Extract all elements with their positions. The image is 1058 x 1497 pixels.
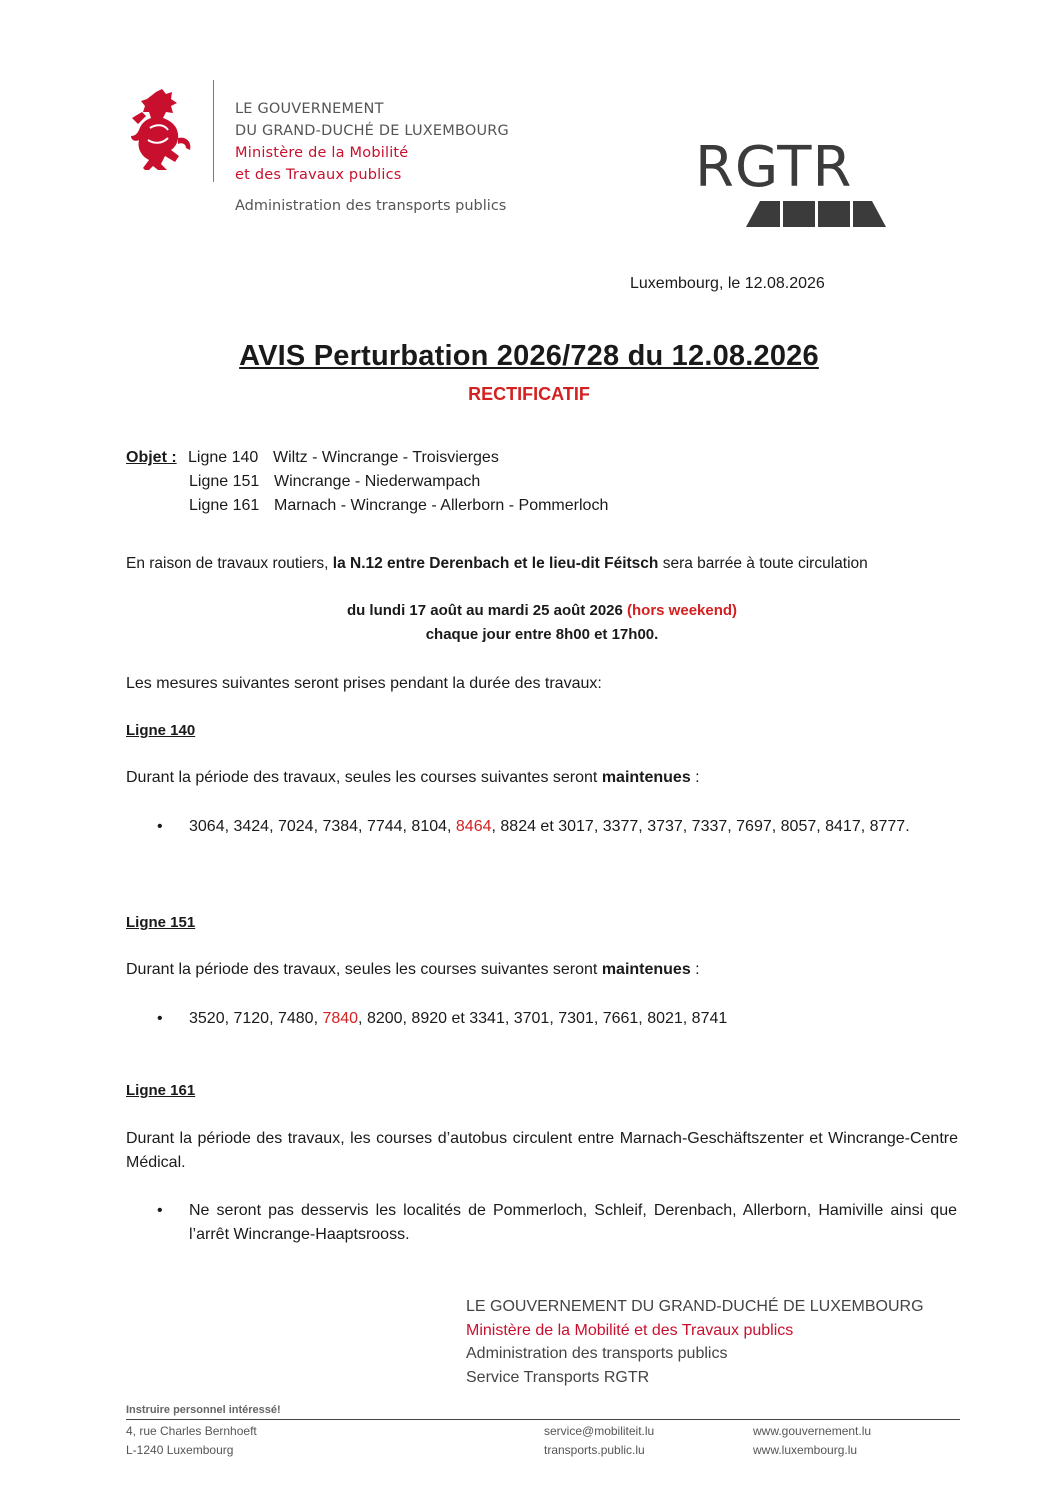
section-text-140 — [126, 766, 958, 790]
period-block — [0, 599, 1058, 647]
gov-line-4: et des Travaux publics — [235, 167, 402, 183]
objet-line-number: Ligne 151 — [189, 473, 260, 490]
gov-line-3: Ministère de la Mobilité — [235, 145, 409, 161]
signature-block — [466, 1295, 924, 1389]
objet-line-number: Ligne 161 — [189, 497, 260, 514]
rgtr-logo: RGTR — [695, 135, 853, 200]
rgtr-logo-bar — [746, 201, 886, 227]
objet-label: Objet : — [126, 449, 177, 466]
course-list: 3064, 3424, 7024, 7384, 7744, 8104, — [189, 818, 456, 835]
date-line: Luxembourg, le 12.08.2026 — [630, 275, 825, 292]
page-title: AVIS Perturbation 2026/728 du 12.08.2026 — [239, 340, 819, 372]
lion-icon — [128, 88, 198, 170]
section-title-140: Ligne 140 — [126, 722, 196, 739]
section-tail: : — [690, 769, 700, 786]
government-name — [235, 98, 509, 186]
signature-line-4: Service Transports RGTR — [466, 1368, 650, 1386]
signature-line-3: Administration des transports publics — [466, 1345, 728, 1362]
intro-road: la N.12 entre Derenbach et le lieu-dit Féitsch — [332, 555, 659, 572]
footer-site-link[interactable]: transports.public.lu — [544, 1443, 645, 1457]
course-list: 3520, 7120, 7480, — [189, 1010, 323, 1027]
intro-text: En raison de travaux routiers, — [126, 555, 333, 572]
footer-address-line-2: L-1240 Luxembourg — [126, 1443, 234, 1457]
bullet-text: Ne seront pas desservis les localités de Pommerloch, Schleif, Derenbach, Allerborn, Hamiville ainsi que l’arrêt Wincrange-Haaptsrooss. — [189, 1202, 957, 1243]
gov-line-2: DU GRAND-DUCHÉ DE LUXEMBOURG — [235, 123, 509, 139]
footer-web-link-1[interactable]: www.gouvernement.lu — [753, 1424, 872, 1438]
list-item — [157, 1199, 957, 1247]
section-title-151: Ligne 151 — [126, 914, 196, 931]
bullet-icon: • — [157, 1010, 163, 1027]
footer-email-link[interactable]: service@mobiliteit.lu — [544, 1424, 655, 1438]
signature-line-1: LE GOUVERNEMENT DU GRAND-DUCHÉ DE LUXEMBOURG — [466, 1298, 924, 1315]
objet-line-number: Ligne 140 — [188, 449, 259, 466]
header-divider — [213, 80, 214, 182]
course-highlight: 7840 — [322, 1010, 359, 1027]
signature-line-2: Ministère de la Mobilité et des Travaux publics — [466, 1321, 794, 1339]
period-note: (hors weekend) — [627, 602, 738, 619]
footer-web — [753, 1422, 871, 1460]
footer-contact — [544, 1422, 654, 1460]
period-hours: chaque jour entre 8h00 et 17h00. — [425, 626, 659, 643]
course-list-end: , 8200, 8920 et 3341, 3701, 7301, 7661, 8021, 8741 — [358, 1010, 728, 1027]
objet-block — [126, 446, 608, 518]
list-item — [157, 815, 957, 863]
course-list-end: , 8824 et 3017, 3377, 3737, 7337, 7697, 8057, 8417, 8777. — [491, 818, 910, 835]
footer-address — [126, 1422, 257, 1460]
admin-name: Administration des transports publics — [235, 198, 507, 214]
section-bold: maintenues — [601, 961, 691, 978]
section-text-161: Durant la période des travaux, les courses d’autobus circulent entre Marnach-Geschäftszenter et Wincrange-Centre Médical. — [126, 1130, 958, 1171]
section-text-151 — [126, 958, 958, 982]
page-subtitle: RECTIFICATIF — [468, 384, 590, 404]
footer-divider — [126, 1419, 960, 1420]
section-text: Durant la période des travaux, seules les courses suivantes seront — [126, 769, 602, 786]
footer-address-line-1: 4, rue Charles Bernhoeft — [126, 1424, 257, 1438]
section-title-161: Ligne 161 — [126, 1082, 196, 1099]
objet-line-route: Marnach - Wincrange - Allerborn - Pommerloch — [274, 497, 609, 514]
section-bold: maintenues — [601, 769, 691, 786]
list-item — [157, 1007, 957, 1031]
bullet-icon: • — [157, 818, 163, 835]
intro-text-end: sera barrée à toute circulation — [658, 555, 868, 572]
footer-heading: Instruire personnel intéressé! — [126, 1404, 281, 1416]
bullet-icon: • — [157, 1202, 163, 1219]
objet-line-route: Wiltz - Wincrange - Troisvierges — [273, 449, 499, 466]
measures-intro: Les mesures suivantes seront prises pendant la durée des travaux: — [126, 675, 602, 692]
gov-line-1: LE GOUVERNEMENT — [235, 101, 384, 117]
section-tail: : — [690, 961, 700, 978]
intro-paragraph — [126, 552, 958, 576]
period-dates: du lundi 17 août au mardi 25 août 2026 — [346, 602, 628, 619]
section-text: Durant la période des travaux, seules les courses suivantes seront — [126, 961, 602, 978]
footer-web-link-2[interactable]: www.luxembourg.lu — [753, 1443, 858, 1457]
objet-line-route: Wincrange - Niederwampach — [274, 473, 481, 490]
course-highlight: 8464 — [455, 818, 492, 835]
